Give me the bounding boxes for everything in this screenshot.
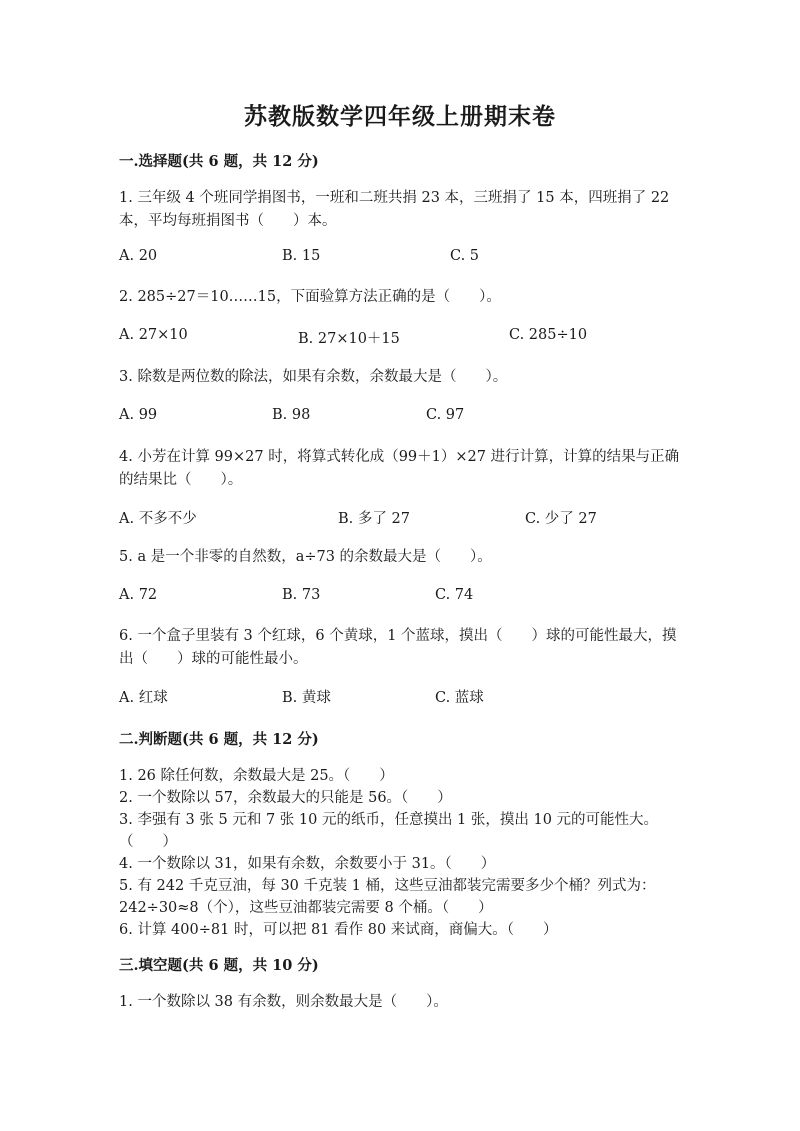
option-a[interactable]: A. 不多不少 [119,511,197,527]
section-header-fill-in: 三.填空题(共 6 题，共 10 分) [119,957,319,974]
question-text: 4. 小芳在计算 99×27 时，将算式转化成（99＋1）×27 进行计算，计算的结果与正确的结果比（ ）。 [119,449,680,488]
option-a[interactable]: A. 20 [119,248,158,264]
option-c[interactable]: C. 74 [435,587,474,603]
option-b[interactable]: B. 15 [282,248,321,264]
option-c[interactable]: C. 285÷10 [509,327,588,343]
question-text: 1. 一个数除以 38 有余数，则余数最大是（ ）。 [119,994,448,1010]
question-text: 3. 除数是两位数的除法，如果有余数，余数最大是（ ）。 [119,369,508,385]
option-row [119,248,684,270]
page-title: 苏教版数学四年级上册期末卷 [244,103,556,130]
option-a[interactable]: A. 27×10 [119,327,188,343]
question-text: 5. a 是一个非零的自然数，a÷73 的余数最大是（ ）。 [119,549,492,565]
option-b[interactable]: B. 73 [282,587,321,603]
list-item: 2. 一个数除以 57，余数最大的只能是 56。（ ） [119,790,452,806]
section-header-choice: 一.选择题(共 6 题，共 12 分) [119,153,319,170]
option-row [119,587,684,609]
section-header-judgement: 二.判断题(共 6 题，共 12 分) [119,731,319,748]
option-c[interactable]: C. 97 [426,407,465,423]
option-c[interactable]: C. 5 [450,248,480,264]
option-row [119,507,684,529]
option-row [119,686,684,708]
option-a[interactable]: A. 99 [119,407,158,423]
option-row [119,327,684,349]
option-b[interactable]: B. 98 [272,407,311,423]
option-a[interactable]: A. 红球 [119,690,168,706]
option-b[interactable]: B. 27×10＋15 [298,331,400,347]
list-item: 6. 计算 400÷81 时，可以把 81 看作 80 来试商，商偏大。（ ） [119,922,558,938]
question-text: 1. 三年级 4 个班同学捐图书，一班和二班共捐 23 本，三班捐了 15 本，四班捐了 22 本，平均每班捐图书（ ）本。 [119,190,670,229]
list-item: 5. 有 242 千克豆油，每 30 千克装 1 桶，这些豆油都装完需要多少个桶？列式为：242÷30≈8（个），这些豆油都装完需要 8 个桶。（ ） [119,878,656,916]
option-b[interactable]: B. 多了 27 [338,511,410,527]
question-text: 2. 285÷27＝10……15，下面验算方法正确的是（ ）。 [119,289,501,305]
option-b[interactable]: B. 黄球 [282,690,331,706]
option-c[interactable]: C. 蓝球 [435,690,484,706]
question-text: 6. 一个盒子里装有 3 个红球，6 个黄球，1 个蓝球，摸出（ ）球的可能性最大，摸出（ ）球的可能性最小。 [119,628,677,667]
list-item: 3. 李强有 3 张 5 元和 7 张 10 元的纸币，任意摸出 1 张，摸出 10 元的可能性大。 （ ） [119,812,680,850]
option-c[interactable]: C. 少了 27 [525,511,597,527]
option-a[interactable]: A. 72 [119,587,158,603]
judgement-list [119,765,684,941]
list-item: 1. 26 除任何数，余数最大是 25。（ ） [119,768,394,784]
list-item: 4. 一个数除以 31，如果有余数，余数要小于 31。（ ） [119,856,496,872]
option-row [119,407,684,429]
